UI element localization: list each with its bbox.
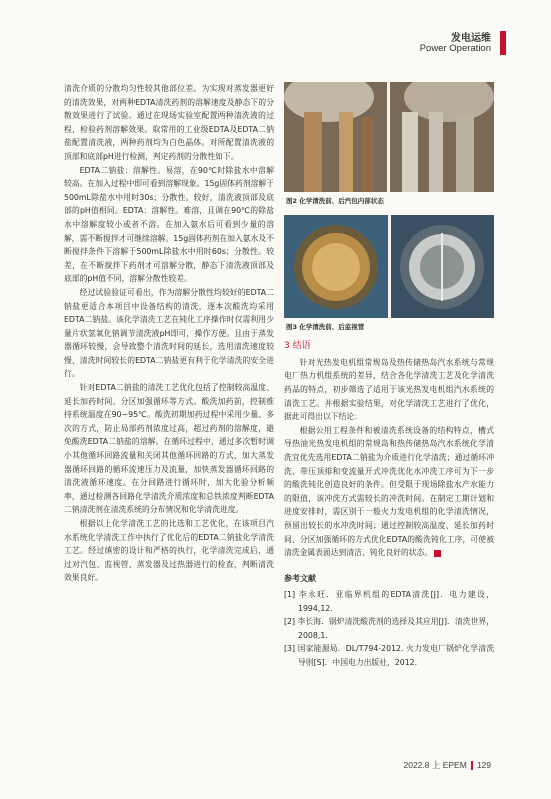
paragraph: 经过试验验证可看出，作为溶解分散性均较好的EDTA二钠盐更适合本项目中设备结构的清洗，逐本次酸洗均采用EDTA二钠盐。该化学清洗工艺在钝化工序操作时仅需利用少量片状氢氧化钠调节清洗液pH即可，操作方便。且由于蒸发器循环较慢，会导致整个清洗时间的延长，选用清洗速度较慢、清洗时间较长的EDTA二钠盐更有利于化学清洗的安全进行。 bbox=[64, 287, 274, 379]
left-column bbox=[64, 82, 274, 585]
paragraph: EDTA二钠盐：溶解性。易溶，在90℃时除盐水中溶解较高。在加入过程中即可看到溶解现象。15g固体药剂溶解于500mL除盐水中用时30s；分散性。较好，清洗液顶部及底部的pH值相同。EDTA：溶解性。难溶，且调在90℃的除盐水中溶解度较小或者不溶。在加入氨水后可看到少量的溶解，需不断搅拌才可继续溶解。15g固体药剂在加入氨水及不断搅拌条件下溶解于500mL除盐水中用时60s；分散性。较差，在不断搅拌下药剂才可溶解分散，静态下清洗液顶部及底部的pH值不同，溶解分散性较差。 bbox=[64, 165, 274, 284]
paragraph: 根据以上化学清洗工艺的比选和工艺优化，在该项目汽水系统化学清洗工作中执行了优化后的EDTA二钠盐化学清洗工艺。经过缜密的设计和严格的执行，化学清洗完成后，通过对汽包、监视管、蒸发器及过热器进行的检查，判断清洗效果良好。 bbox=[64, 519, 274, 583]
paragraph: 清洗介质的分散均匀性较其他部位差。为实现对蒸发器更好的清洗效果，对两种EDTA清洗药剂的溶解速度及静态下的分散效果进行了试验。通过在现场实验室配置两种清洗液的过程，检验药剂溶解效果。取常用的工业级EDTA及EDTA二钠盐配置清洗液，两种药剂均为白色晶体。对所配置清洗液的顶部和底部pH进行检测，判定药剂的分散性如下。 bbox=[64, 84, 274, 161]
reference-item: [1] 李永旺．亚临界机组的EDTA清洗[J]．电力建设，1994,12. bbox=[284, 590, 494, 613]
drum-interior-image bbox=[284, 82, 494, 192]
header-section-title: 发电运维 bbox=[451, 33, 491, 44]
right-column bbox=[284, 82, 494, 669]
footer-issue: 2022.8 上 EPEM bbox=[403, 760, 467, 770]
end-mark-icon bbox=[434, 550, 441, 557]
footer-separator bbox=[471, 761, 473, 770]
paragraph: 针对EDTA二钠盐的清洗工艺优化包括了控制较高温度、延长加药时间、分区加强循环等方式。酸洗加药前，控制推持系统温度在90~95℃。酸洗初期加药过程中采用少量、多次的方式，防止局部药剂浓度过高，超过药剂的溶解度，避免酸洗EDTA二钠盐的溶解。在循环过程中，通过多次暂时调小其他循环回路流量和关闭其他循环回路的方式，加大蒸发器循环回路的循环流速压力及流量，加快蒸发器循环回路的清洗液循环速度。在分回路进行循环时，加大化验分析频率，通过检测各回路化学清洗介质浓度和总铁浓度判断EDTA二钠清洗剂在清洗系统的分布情况和化学清洗进度。 bbox=[64, 383, 274, 515]
reference-item: [3] 国家能源局．DL/T794-2012. 火力发电厂锅炉化学清洗导则[S]．中国电力出版社，2012. bbox=[284, 644, 494, 667]
section-heading: 3 结语 bbox=[284, 341, 311, 352]
header-accent-bar bbox=[500, 31, 506, 55]
figure-2-photo bbox=[284, 82, 494, 192]
paragraph: 针对光热发电机组常规岛及热传储热岛汽水系统与常规电厂热力机组系统的差异，结合各化学清洗工艺及化学清洗药品的特点，初步筛选了适用于该光热发电机组汽水系统的清洗工艺。并根据实验结果，对化学清洗工艺进行了优化，据此可得出以下结论： bbox=[284, 357, 494, 422]
figure-3-caption: 图3 化学清洗前、后监视管 bbox=[286, 322, 365, 331]
page-footer bbox=[404, 759, 492, 771]
figure-2-caption: 图2 化学清洗前、后汽包内部状态 bbox=[286, 197, 384, 205]
reference-item: [2] 李长海．锅炉清洗酸洗剂的选择及其应用[J]．清洗世界，2008,1. bbox=[284, 617, 494, 640]
references-heading: 参考文献 bbox=[284, 573, 316, 583]
paragraph: 根据公用工程条件和被清洗系统设备的结构特点，槽式导热油光热发电机组的常规岛和热传储热岛汽水系统化学清洗宜优先选用EDTA二钠盐为介质进行化学清洗；通过循环冲洗、带压顶排和变流量开式冲洗优化水冲洗工序可为下一步的酸洗钝化创造良好的条件。但受限于现场除盐水产水能力的限值，该冲洗方式需较长的冲洗时间。在制定工期计划和进度安排时，需区别于一般火力发电机组的化学清洗情况，预留出较长的水冲洗时间；通过控制较高温度、延长加药时间、分区加强循环的方式优化EDTA的酸洗钝化工序，可使被清洗金属表面达到清洁、钝化良好的状态。 bbox=[284, 425, 494, 558]
header-section-title-en: Power Operation bbox=[419, 43, 491, 54]
figure-3-photo bbox=[284, 215, 494, 318]
page-number: 129 bbox=[476, 760, 491, 770]
monitor-tube-image bbox=[284, 215, 494, 318]
